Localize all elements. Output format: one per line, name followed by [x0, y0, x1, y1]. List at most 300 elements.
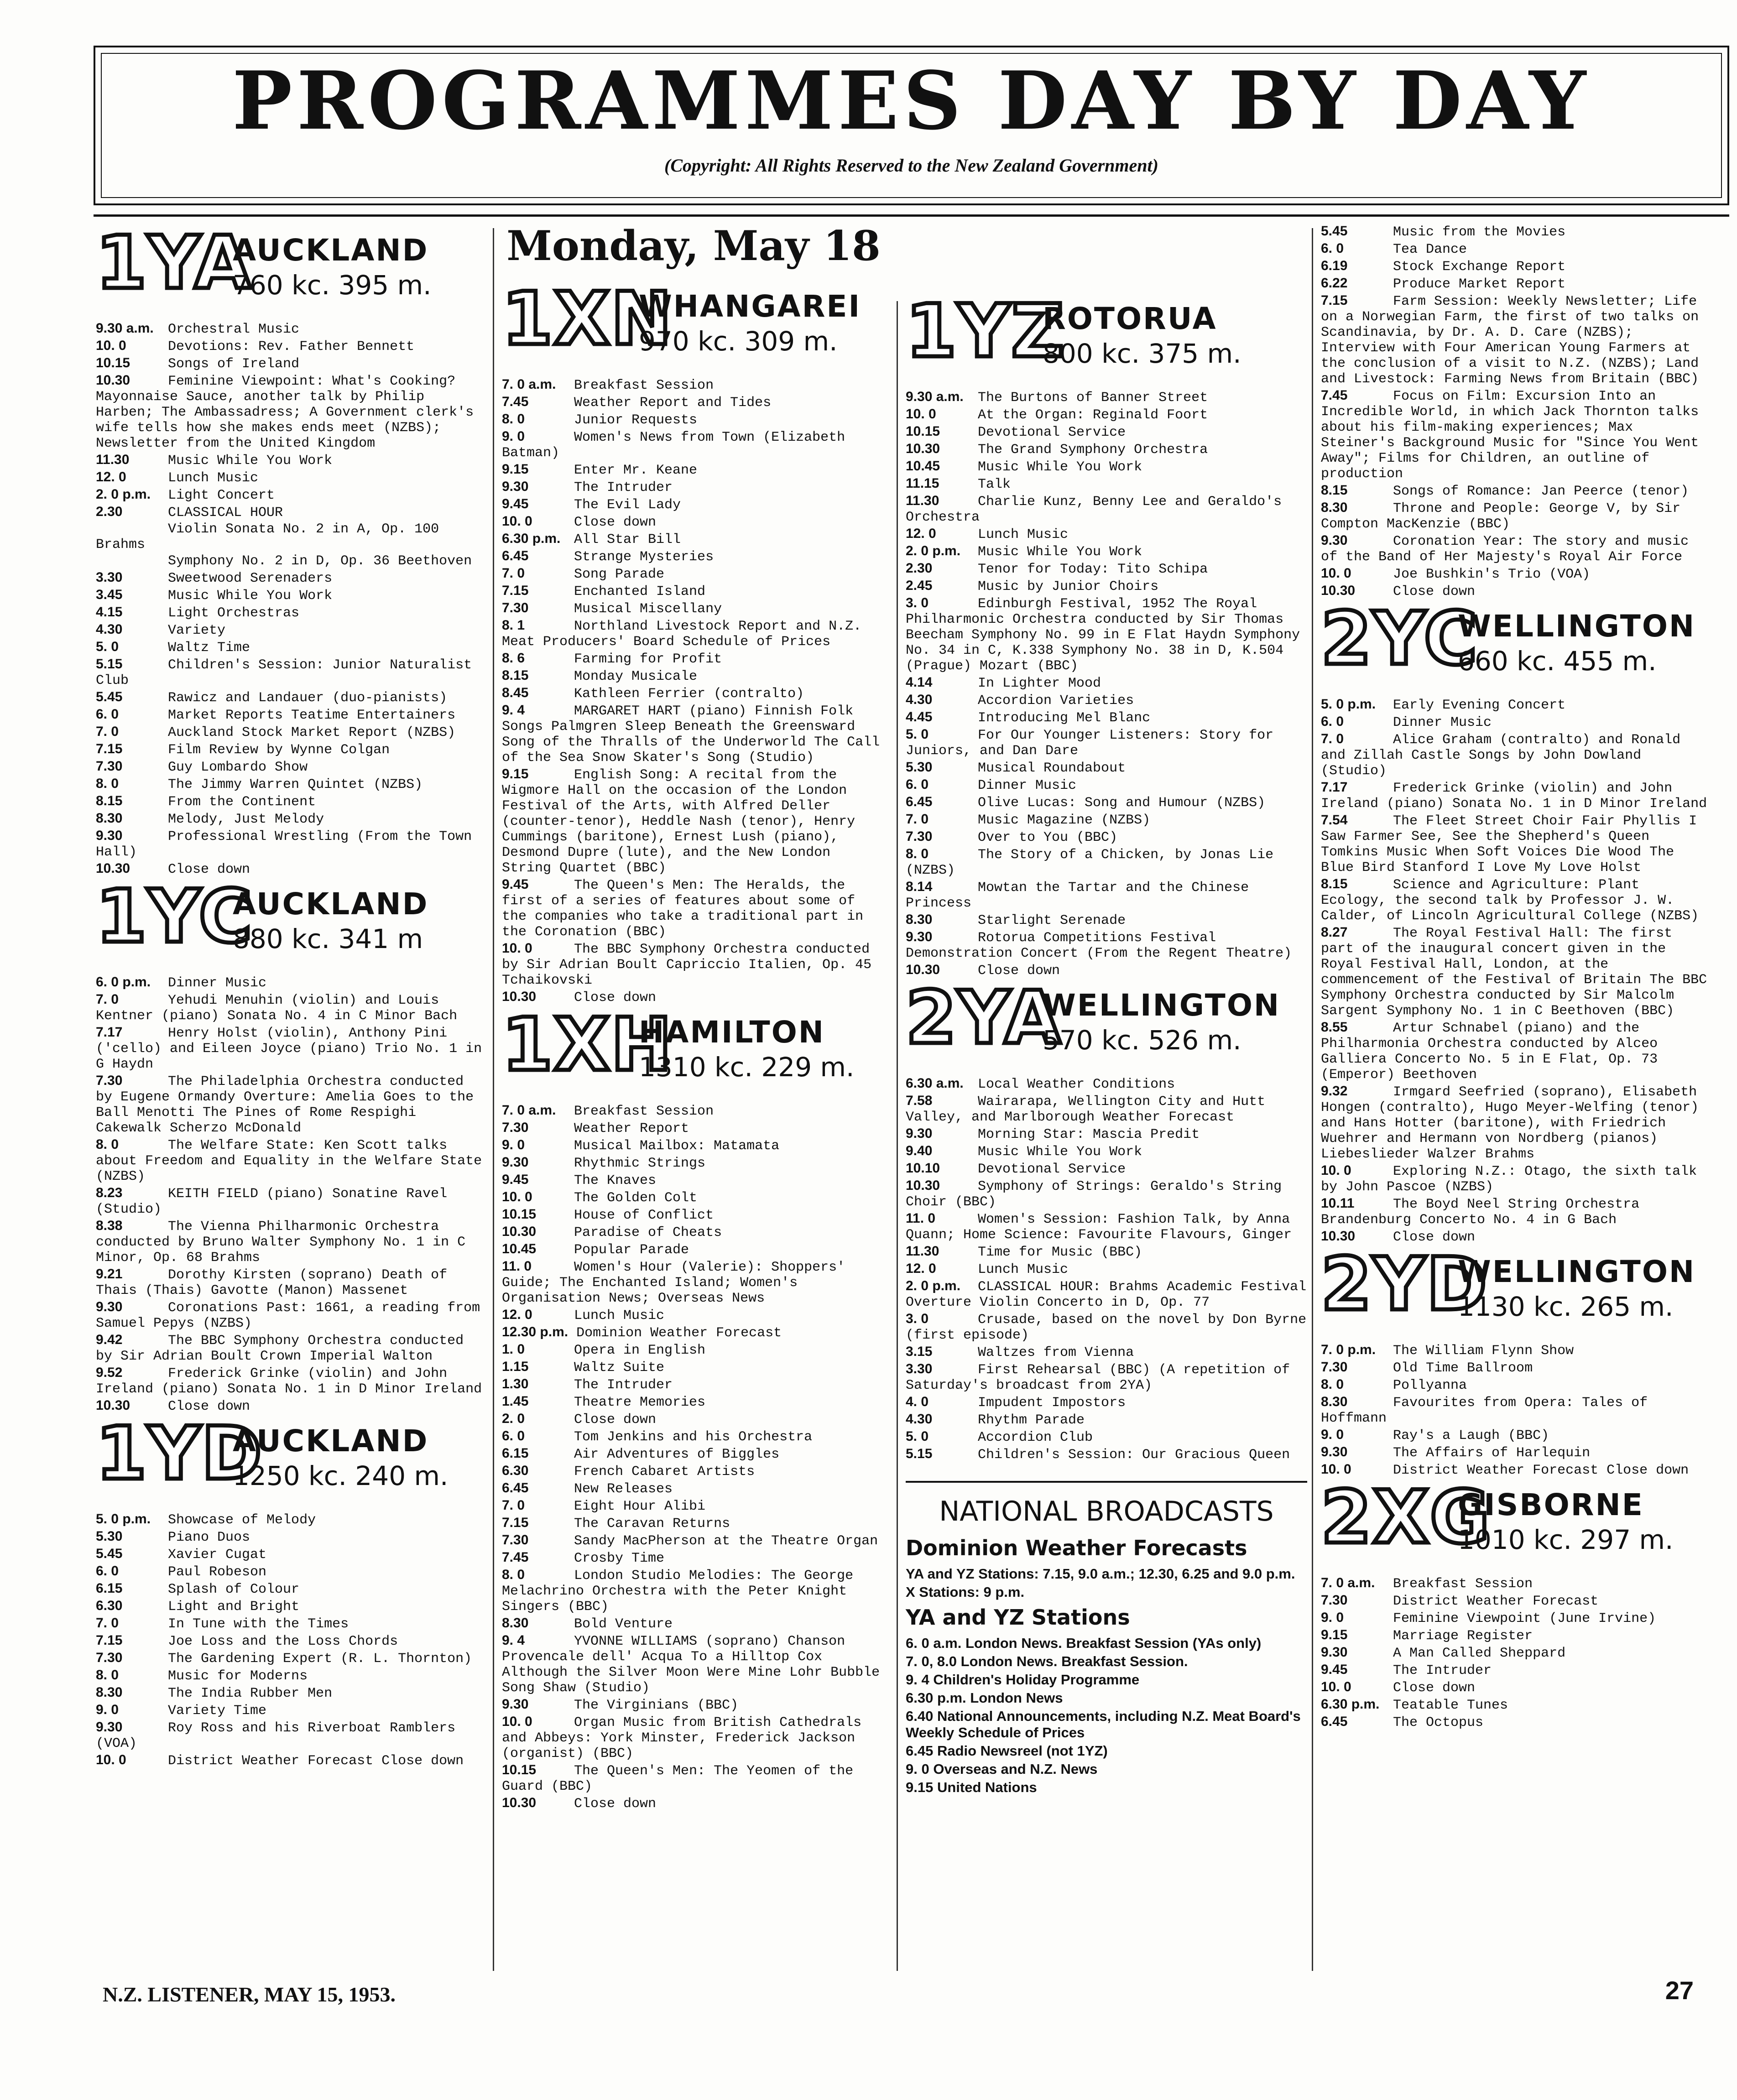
- ya-yz-line: 9. 4 Children's Holiday Programme: [906, 1672, 1140, 1688]
- programme-text: Impudent Impostors: [978, 1395, 1126, 1411]
- station-callsign: 1YC: [96, 874, 253, 959]
- programme-item: [96, 1581, 488, 1597]
- programme-time: 7.45: [502, 394, 529, 409]
- programme-text: Rotorua Competitions Festival Demonstration Concert (From the Regent Theatre): [906, 930, 1292, 961]
- programme-time: 5.45: [1321, 224, 1348, 239]
- programme-item: [96, 1702, 488, 1719]
- station-frequency: 660 kc. 455 m.: [1458, 646, 1657, 677]
- programme-text: CLASSICAL HOUR: [168, 505, 283, 521]
- programme-text: The Welfare State: Ken Scott talks about Freedom and Equality in the Welfare State (NZBS): [96, 1138, 482, 1184]
- programme-time: 7. 0: [1321, 731, 1344, 746]
- column-2: [502, 224, 885, 1813]
- programme-time: 1.45: [502, 1394, 529, 1409]
- programme-text: Light and Bright: [168, 1599, 300, 1615]
- programme-time: 10. 0: [1321, 566, 1351, 581]
- station-name: AUCKLAND: [233, 1423, 429, 1459]
- programme-time: 8.30: [502, 1615, 529, 1631]
- programme-item: [96, 1218, 488, 1266]
- programme-text: Splash of Colour: [168, 1582, 300, 1597]
- programme-text: Dinner Music: [168, 975, 267, 991]
- programme-text: Close down: [168, 1399, 250, 1414]
- programme-time: 7. 0: [502, 1498, 525, 1513]
- programme-item: [96, 587, 488, 604]
- weather-line: X Stations: 9 p.m.: [906, 1584, 1025, 1600]
- programme-time: 6. 0: [906, 777, 929, 792]
- station-callsign: 2YD: [1321, 1241, 1488, 1327]
- programme-item: [906, 561, 1307, 577]
- programme-text: French Cabaret Artists: [574, 1464, 755, 1480]
- ya-yz-line: 6. 0 a.m. London News. Breakfast Session (YAs only): [906, 1635, 1262, 1651]
- programme-text: Rawicz and Landauer (duo-pianists): [168, 690, 448, 706]
- programme-text: Tom Jenkins and his Orchestra: [574, 1429, 813, 1445]
- programme-list: [906, 389, 1307, 979]
- programme-item: [502, 1394, 885, 1410]
- programme-time: 5. 0 p.m.: [1321, 697, 1376, 712]
- programme-item: [96, 689, 488, 706]
- programme-item: [502, 1342, 885, 1358]
- programme-item: [1321, 731, 1709, 779]
- programme-time: 3. 0: [906, 1311, 929, 1326]
- programme-text: Musical Mailbox: Matamata: [574, 1138, 780, 1154]
- programme-text: Strange Mysteries: [574, 549, 714, 565]
- programme-time: 5. 0: [96, 639, 119, 654]
- programme-time: 3.30: [906, 1361, 933, 1376]
- programme-time: 6.30 p.m.: [502, 531, 561, 546]
- header-rule: [94, 214, 1729, 217]
- programme-item: [502, 394, 885, 411]
- programme-time: 10.45: [906, 459, 940, 474]
- programme-time: 8. 0: [502, 412, 525, 427]
- programme-text: The Story of a Chicken, by Jonas Lie (NZBS): [906, 847, 1274, 878]
- programme-text: In Lighter Mood: [978, 676, 1101, 691]
- programme-time: 9.45: [502, 1172, 529, 1187]
- programme-item: [906, 476, 1307, 492]
- programme-time: 7. 0: [96, 992, 119, 1007]
- programme-text: Waltzes from Vienna: [978, 1345, 1134, 1360]
- column-divider: [493, 228, 494, 1971]
- column-4-continued: [1321, 224, 1709, 599]
- programme-text: Market Reports Teatime Entertainers: [168, 708, 456, 723]
- programme-time: 10. 0: [502, 1189, 532, 1204]
- programme-text: From the Continent: [168, 794, 316, 810]
- programme-item: [502, 1189, 885, 1206]
- programme-time: 10.30: [502, 989, 537, 1004]
- programme-text: Junior Requests: [574, 412, 698, 428]
- programme-item: [906, 675, 1307, 691]
- station-callsign: 1YA: [96, 220, 252, 305]
- programme-text: Close down: [168, 862, 250, 877]
- programme-text: The Queen's Men: The Yeomen of the Guard (BBC): [502, 1763, 854, 1794]
- programme-time: 6.30: [502, 1463, 529, 1478]
- programme-text: Joe Bushkin's Trio (VOA): [1393, 567, 1591, 582]
- programme-text: Early Evening Concert: [1393, 698, 1566, 713]
- programme-time: 3.45: [96, 587, 123, 602]
- programme-time: 10.15: [502, 1762, 537, 1777]
- programme-item: [96, 707, 488, 723]
- column-2-body: [502, 276, 885, 1812]
- programme-text: Waltz Time: [168, 640, 250, 656]
- programme-item: [1321, 1662, 1709, 1678]
- programme-time: 8. 0: [1321, 1377, 1344, 1392]
- programme-item: [502, 1137, 885, 1154]
- programme-time: 10.11: [1321, 1196, 1355, 1211]
- programme-item: [96, 639, 488, 656]
- programme-text: The Caravan Returns: [574, 1516, 730, 1532]
- programme-time: 10. 0: [502, 514, 532, 529]
- programme-item: [1321, 714, 1709, 730]
- programme-text: The Golden Colt: [574, 1190, 698, 1206]
- programme-item: [1321, 1196, 1709, 1228]
- station-heading: [502, 1002, 885, 1097]
- programme-text: Farm Session: Weekly Newsletter; Life on a Norwegian Farm, the first of two talks on Scandinavia, by Dr. A. D. Care (NZBS); Interview with Four American Young Farmers at the conclusion of a visit to N.Z. (NZBS); Land and Livestock: Farming News from Britain (BBC): [1321, 294, 1699, 387]
- programme-text: Guy Lombardo Show: [168, 760, 308, 775]
- programme-text: The Evil Lady: [574, 497, 681, 513]
- programme-text: Violin Sonata No. 2 in A, Op. 100 Brahms: [96, 521, 439, 552]
- programme-text: Lunch Music: [168, 470, 259, 486]
- programme-item: [96, 1752, 488, 1769]
- programme-item: [906, 879, 1307, 911]
- programme-text: The Octopus: [1393, 1715, 1484, 1730]
- programme-time: 9. 4: [502, 703, 525, 718]
- ya-yz-line: 6.30 p.m. London News: [906, 1690, 1063, 1706]
- programme-item: [96, 553, 488, 569]
- programme-item: [1321, 1444, 1709, 1461]
- programme-text: Devotional Service: [978, 1162, 1126, 1177]
- programme-text: Women's News from Town (Elizabeth Batman): [502, 430, 845, 461]
- programme-item: [1321, 1697, 1709, 1713]
- programme-text: Air Adventures of Biggles: [574, 1447, 780, 1462]
- column-4: [1321, 224, 1709, 1731]
- programme-time: 5.45: [96, 689, 123, 704]
- column-divider: [1312, 228, 1313, 1971]
- programme-text: Mowtan the Tartar and the Chinese Princess: [906, 880, 1249, 911]
- programme-time: 6. 0: [96, 707, 119, 722]
- programme-time: 7.45: [502, 1550, 529, 1565]
- programme-text: Devotions: Rev. Father Bennett: [168, 339, 415, 354]
- programme-item: [502, 1103, 885, 1119]
- station-frequency: 570 kc. 526 m.: [1043, 1025, 1241, 1056]
- programme-item: [1321, 388, 1709, 482]
- programme-item: [502, 766, 885, 876]
- programme-text: Variety: [168, 623, 226, 638]
- column-1: [96, 220, 488, 1770]
- programme-item: [96, 1529, 488, 1545]
- ya-yz-line: 9.15 United Nations: [906, 1779, 1037, 1795]
- programme-time: 8.15: [96, 793, 123, 808]
- programme-item: [96, 1546, 488, 1563]
- programme-item: [906, 595, 1307, 674]
- programme-time: 6.30 p.m.: [1321, 1697, 1380, 1712]
- programme-item: [906, 709, 1307, 726]
- station-heading: [96, 874, 488, 969]
- programme-text: Edinburgh Festival, 1952 The Royal Philharmonic Orchestra conducted by Sir Thomas Beecham Symphony No. 99 in E Flat Haydn Symphony No. 34 in C, K.338 Symphony No. 38 in D, K.504 (Prague) Mozart (BBC): [906, 596, 1300, 674]
- programme-time: 2.30: [906, 561, 933, 576]
- programme-text: Close down: [574, 515, 657, 530]
- programme-time: 10. 0: [502, 1714, 532, 1729]
- programme-item: [1321, 1575, 1709, 1592]
- programme-text: Introducing Mel Blanc: [978, 710, 1151, 726]
- programme-time: 6.45: [906, 794, 933, 809]
- programme-item: [96, 1720, 488, 1751]
- programme-text: Breakfast Session: [1393, 1576, 1533, 1592]
- programme-text: Songs of Ireland: [168, 356, 300, 372]
- ya-yz-line: 7. 0, 8.0 London News. Breakfast Session.: [906, 1653, 1188, 1669]
- programme-text: Yehudi Menuhin (violin) and Louis Kentner (piano) Sonata No. 4 in C Minor Bach: [96, 993, 458, 1024]
- station-callsign: 2YA: [906, 975, 1062, 1060]
- programme-time: 10.30: [96, 861, 130, 876]
- programme-time: 9. 0: [1321, 1427, 1344, 1442]
- programme-time: 10.30: [502, 1795, 537, 1810]
- programme-time: 8.30: [1321, 1394, 1348, 1409]
- programme-time: 10. 0: [906, 406, 936, 422]
- programme-text: Light Orchestras: [168, 605, 300, 621]
- programme-time: 2. 0: [502, 1411, 525, 1426]
- programme-time: 11. 0: [502, 1259, 532, 1274]
- programme-item: [906, 493, 1307, 525]
- programme-time: 6. 0: [502, 1428, 525, 1443]
- programme-item: [96, 1633, 488, 1649]
- programme-time: 7.58: [906, 1093, 933, 1108]
- programme-item: [906, 812, 1307, 828]
- programme-time: 7.54: [1321, 813, 1348, 828]
- programme-item: [96, 1563, 488, 1580]
- programme-text: Science and Agriculture: Plant Ecology, the second talk by Professor J. W. Calder, of Lincoln Agricultural College (NZBS): [1321, 877, 1699, 924]
- programme-time: 4. 0: [906, 1394, 929, 1409]
- programme-time: 7. 0 a.m.: [1321, 1575, 1375, 1590]
- station-callsign: 1YD: [96, 1411, 263, 1496]
- programme-time: 8.27: [1321, 925, 1348, 940]
- station-heading: [1321, 1241, 1709, 1337]
- programme-item: [502, 1714, 885, 1761]
- programme-text: A Man Called Sheppard: [1393, 1646, 1566, 1661]
- programme-text: Music for Moderns: [168, 1668, 308, 1684]
- programme-text: Monday Musicale: [574, 669, 698, 684]
- programme-text: Alice Graham (contralto) and Ronald and Zillah Castle Songs by John Dowland (Studio): [1321, 732, 1681, 779]
- programme-time: 3.15: [906, 1344, 933, 1359]
- programme-list: [1321, 1575, 1709, 1730]
- programme-item: [502, 600, 885, 617]
- ya-yz-line: 6.40 National Announcements, including N.Z. Meat Board's Weekly Schedule of Prices: [906, 1708, 1301, 1740]
- programme-item: [502, 618, 885, 650]
- programme-time: 10.10: [906, 1161, 940, 1176]
- programme-item: [502, 377, 885, 393]
- programme-text: Coronations Past: 1661, a reading from Samuel Pepys (NZBS): [96, 1300, 480, 1331]
- programme-text: The India Rubber Men: [168, 1686, 333, 1701]
- programme-item: [906, 1244, 1307, 1260]
- programme-time: 7.30: [1321, 1593, 1348, 1608]
- programme-text: Music Magazine (NZBS): [978, 813, 1151, 828]
- programme-text: Xavier Cugat: [168, 1547, 267, 1563]
- programme-text: KEITH FIELD (piano) Sonatine Ravel (Studio): [96, 1186, 448, 1217]
- programme-text: Wairarapa, Wellington City and Hutt Valley, and Marlborough Weather Forecast: [906, 1094, 1266, 1125]
- programme-text: The Gardening Expert (R. L. Thornton): [168, 1651, 472, 1667]
- programme-time: 8.45: [502, 685, 529, 700]
- programme-time: 7. 0: [906, 812, 929, 827]
- programme-item: [502, 1376, 885, 1393]
- programme-time: 8. 0: [96, 1667, 119, 1683]
- station-name: GISBORNE: [1458, 1487, 1644, 1522]
- programme-item: [906, 929, 1307, 961]
- programme-time: 7.15: [96, 741, 123, 756]
- programme-list: [502, 377, 885, 1006]
- footer-issue: N.Z. LISTENER, MAY 15, 1953.: [103, 1983, 396, 2006]
- programme-time: 9.40: [906, 1143, 933, 1158]
- programme-text: Opera in English: [574, 1343, 706, 1358]
- programme-time: 4.30: [906, 1412, 933, 1427]
- programme-item: [502, 1259, 885, 1306]
- programme-item: [1321, 258, 1709, 275]
- programme-text: Music from the Movies: [1393, 224, 1566, 240]
- programme-text: Popular Parade: [574, 1242, 689, 1258]
- programme-item: [1321, 1714, 1709, 1730]
- programme-text: The Vienna Philharmonic Orchestra conducted by Bruno Walter Symphony No. 1 in C Minor, Op. 68 Brahms: [96, 1219, 466, 1266]
- programme-text: Local Weather Conditions: [978, 1077, 1175, 1092]
- programme-text: Charlie Kunz, Benny Lee and Geraldo's Orchestra: [906, 494, 1282, 525]
- programme-time: 9. 0: [502, 1137, 525, 1152]
- station-frequency: 1010 kc. 297 m.: [1458, 1524, 1674, 1555]
- programme-item: [96, 338, 488, 354]
- programme-time: 11. 0: [906, 1211, 936, 1226]
- programme-text: Morning Star: Mascia Predit: [978, 1127, 1200, 1142]
- programme-text: Pollyanna: [1393, 1378, 1467, 1393]
- programme-item: [96, 1137, 488, 1184]
- programme-text: Sandy MacPherson at the Theatre Organ: [574, 1533, 878, 1549]
- programme-text: Song Parade: [574, 567, 665, 582]
- programme-item: [502, 514, 885, 530]
- station-callsign: 1XH: [502, 1002, 673, 1087]
- programme-item: [1321, 1377, 1709, 1393]
- programme-time: 6. 0: [96, 1563, 119, 1579]
- programme-time: 9.30: [1321, 533, 1348, 548]
- programme-text: Enter Mr. Keane: [574, 463, 698, 478]
- programme-text: Feminine Viewpoint (June Irvine): [1393, 1611, 1656, 1626]
- national-broadcasts: [906, 1481, 1307, 1796]
- programme-time: 2.30: [96, 504, 123, 519]
- programme-time: 9.30: [96, 1299, 123, 1314]
- programme-time: 4.14: [906, 675, 933, 690]
- programme-time: 10. 0: [1321, 1679, 1351, 1694]
- programme-item: [502, 496, 885, 513]
- programme-time: 7.30: [906, 829, 933, 844]
- programme-item: [502, 1697, 885, 1713]
- programme-text: Close down: [574, 1796, 657, 1812]
- programme-item: [502, 1120, 885, 1136]
- programme-text: District Weather Forecast Close down: [168, 1753, 464, 1769]
- programme-item: [96, 1650, 488, 1667]
- programme-text: The Virginians (BBC): [574, 1698, 739, 1713]
- programme-time: 10.30: [906, 441, 940, 456]
- programme-text: The Philadelphia Orchestra conducted by Eugene Ormandy Overture: Amelia Goes to the Ball Menotti The Pines of Rome Respighi Cakewalk Scherzo McDonald: [96, 1074, 474, 1136]
- programme-time: 9.15: [502, 766, 529, 782]
- programme-text: The BBC Symphony Orchestra conducted by Sir Adrian Boult Crown Imperial Walton: [96, 1333, 464, 1364]
- programme-text: All Star Bill: [574, 532, 681, 547]
- programme-time: 9.30 a.m.: [906, 389, 964, 404]
- programme-item: [502, 1446, 885, 1462]
- programme-text: Coronation Year: The story and music of the Band of Her Majesty's Royal Air Force: [1321, 534, 1689, 565]
- programme-text: Weather Report: [574, 1121, 689, 1136]
- programme-time: 9.21: [96, 1266, 123, 1282]
- programme-item: [96, 724, 488, 740]
- programme-time: 10.30: [96, 373, 130, 388]
- programme-time: 9.30: [502, 479, 529, 494]
- programme-item: [96, 1365, 488, 1397]
- programme-text: Close down: [574, 990, 657, 1006]
- programme-text: Eight Hour Alibi: [574, 1499, 706, 1514]
- programme-time: 8.15: [1321, 483, 1348, 498]
- programme-list: [96, 321, 488, 877]
- programme-time: 8.30: [1321, 500, 1348, 515]
- programme-time: 10. 0: [96, 1752, 126, 1767]
- programme-text: The Jimmy Warren Quintet (NZBS): [168, 777, 423, 792]
- programme-item: [906, 1178, 1307, 1210]
- programme-time: 6.45: [1321, 1714, 1348, 1729]
- programme-text: Marriage Register: [1393, 1628, 1533, 1644]
- programme-time: 9.45: [502, 877, 529, 892]
- station-name: ROTORUA: [1043, 301, 1217, 336]
- programme-text: Crosby Time: [574, 1551, 665, 1566]
- programme-item: [502, 941, 885, 988]
- programme-item: [502, 1532, 885, 1549]
- programme-item: [1321, 566, 1709, 582]
- programme-item: [502, 548, 885, 565]
- programme-time: 4.30: [96, 622, 123, 637]
- programme-item: [96, 1025, 488, 1072]
- programme-item: [906, 794, 1307, 811]
- programme-text: Joe Loss and the Loss Chords: [168, 1634, 398, 1649]
- station-name: HAMILTON: [639, 1015, 825, 1050]
- programme-time: 1. 0: [502, 1342, 525, 1357]
- programme-item: [906, 1093, 1307, 1125]
- programme-text: District Weather Forecast: [1393, 1594, 1599, 1609]
- programme-time: 9.52: [96, 1365, 123, 1380]
- programme-text: Close down: [1393, 584, 1476, 599]
- programme-text: Frederick Grinke (violin) and John Ireland (piano) Sonata No. 1 in D Minor Ireland: [96, 1366, 482, 1397]
- station-heading: [1321, 596, 1709, 691]
- programme-text: The Intruder: [574, 1377, 673, 1393]
- dominion-weather-title: Dominion Weather Forecasts: [906, 1536, 1247, 1560]
- station-frequency: 1130 kc. 265 m.: [1458, 1291, 1674, 1322]
- programme-item: [502, 462, 885, 478]
- programme-text: Women's Session: Fashion Talk, by Anna Quann; Home Science: Favourite Flavours, Ginger: [906, 1212, 1292, 1243]
- programme-item: [96, 793, 488, 810]
- programme-text: CLASSICAL HOUR: Brahms Academic Festival Overture Violin Concerto in D, Op. 77: [906, 1279, 1307, 1310]
- programme-item: [502, 1224, 885, 1240]
- programme-item: [96, 1332, 488, 1364]
- programme-item: [906, 1143, 1307, 1160]
- programme-time: 7.15: [96, 1633, 123, 1648]
- programme-time: 6.15: [502, 1446, 529, 1461]
- programme-item: [96, 469, 488, 486]
- programme-text: The Affairs of Harlequin: [1393, 1445, 1591, 1461]
- programme-text: Northland Livestock Report and N.Z. Meat Producers' Board Schedule of Prices: [502, 619, 862, 650]
- programme-text: The Intruder: [574, 480, 673, 495]
- station-heading: [96, 220, 488, 315]
- programme-text: Focus on Film: Excursion Into an Incredible World, in which Jack Thornton talks about his film-making experiences; Max Steiner's Background Music for "Since You Went Away"; Films for Children, an outline of production: [1321, 389, 1699, 482]
- programme-time: 9. 4: [502, 1633, 525, 1648]
- programme-text: Close down: [1393, 1680, 1476, 1696]
- programme-item: [1321, 241, 1709, 257]
- programme-item: [1321, 533, 1709, 565]
- programme-text: Tenor for Today: Tito Schipa: [978, 562, 1208, 577]
- programme-text: Lunch Music: [574, 1308, 665, 1324]
- programme-time: 12. 0: [906, 1261, 936, 1276]
- programme-time: 9.30: [96, 828, 123, 843]
- programme-item: [906, 406, 1307, 423]
- programme-item: [502, 479, 885, 495]
- station-heading: [96, 1411, 488, 1506]
- programme-item: [906, 1446, 1307, 1463]
- programme-text: Artur Schnabel (piano) and the Philharmonia Orchestra conducted by Alceo Galliera Concerto No. 5 in E Flat, Op. 73 (Emperor) Beethoven: [1321, 1021, 1658, 1083]
